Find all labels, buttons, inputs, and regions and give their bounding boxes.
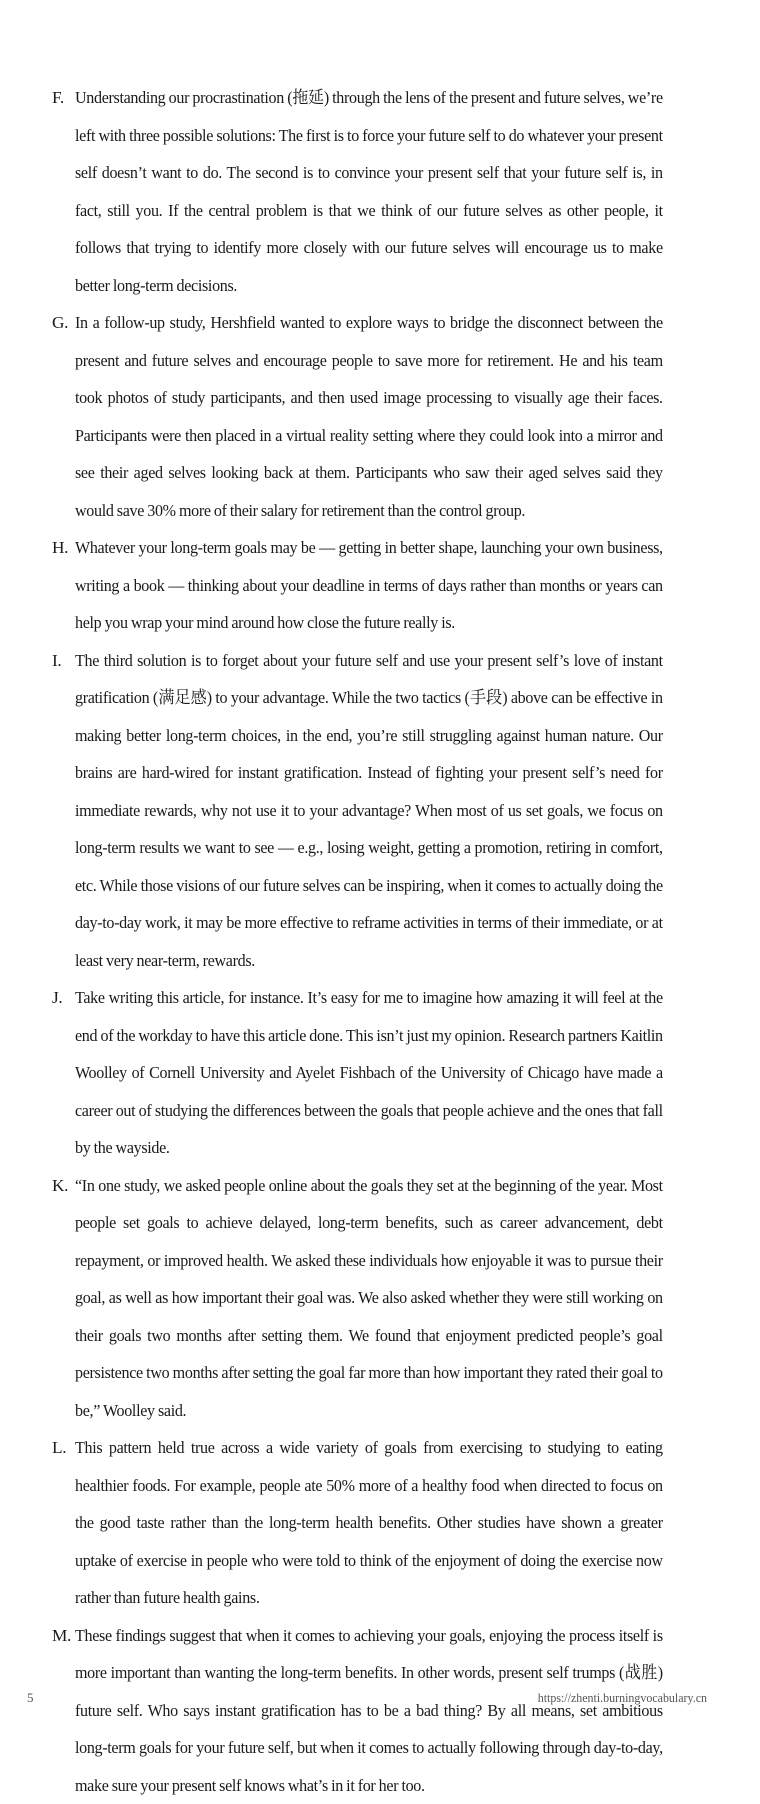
paragraph-j	[52, 979, 707, 1167]
paragraph-label: H.	[52, 529, 75, 567]
paragraph-text: The third solution is to forget about your future self and use your present self’s love of instant gratification (满足感) to your advantage. While the two tactics (手段) above can be effective in making better long-term choices, in the end, you’re still struggling against human nature. Our brains are hard-wired for instant gratification. Instead of fighting your present self’s need for immediate rewards, why not use it to your advantage? When most of us set goals, we focus on long-term results we want to see — e.g., losing weight, getting a promotion, retiring in comfort, etc. While those visions of our future selves can be inspiring, when it comes to actually doing the day-to-day work, it may be more effective to reframe activities in terms of their immediate, or at least very near-term, rewards.	[75, 642, 663, 980]
paragraph-text: Take writing this article, for instance. It’s easy for me to imagine how amazing it will feel at the end of the workday to have this article done. This isn’t just my opinion. Research partners Kaitlin Woolley of Cornell University and Ayelet Fishbach of the University of Chicago have made a career out of studying the differences between the goals that people achieve and the ones that fall by the wayside.	[75, 979, 663, 1167]
paragraph-label: M.	[52, 1617, 75, 1655]
paragraph-i	[52, 642, 707, 980]
paragraph-label: L.	[52, 1429, 75, 1467]
paragraph-label: F.	[52, 79, 75, 117]
paragraph-k	[52, 1167, 707, 1430]
paragraph-label: J.	[52, 979, 75, 1017]
paragraph-l	[52, 1429, 707, 1617]
paragraph-text: “In one study, we asked people online about the goals they set at the beginning of the year. Most people set goals to achieve delayed, long-term benefits, such as career advancement, debt repayment, or improved health. We asked these individuals how enjoyable it was to pursue their goal, as well as how important their goal was. We also asked whether they were still working on their goals two months after setting them. We found that enjoyment predicted people’s goal persistence two months after setting the goal far more than how important they rated their goal to be,” Woolley said.	[75, 1167, 663, 1430]
paragraph-label: I.	[52, 642, 75, 680]
paragraph-h	[52, 529, 707, 642]
paragraph-label: K.	[52, 1167, 75, 1205]
paragraph-text: Whatever your long-term goals may be — getting in better shape, launching your own business, writing a book — thinking about your deadline in terms of days rather than months or years can help you wrap your mind around how close the future really is.	[75, 529, 663, 642]
paragraph-label: G.	[52, 304, 75, 342]
paragraph-text: In a follow-up study, Hershfield wanted to explore ways to bridge the disconnect between the present and future selves and encourage people to save more for retirement. He and his team took photos of study participants, and then used image processing to visually age their faces. Participants were then placed in a virtual reality setting where they could look into a mirror and see their aged selves looking back at them. Participants who saw their aged selves said they would save 30% more of their salary for retirement than the control group.	[75, 304, 663, 529]
paragraph-text: Understanding our procrastination (拖延) through the lens of the present and future selves, we’re left with three possible solutions: The first is to force your future self to do whatever your present self doesn’t want to do. The second is to convince your present self that your future self is, in fact, still you. If the central problem is that we think of our future selves as other people, it follows that trying to identify more closely with our future selves will encourage us to make better long-term decisions.	[75, 79, 663, 304]
page-number: 5	[27, 1690, 34, 1706]
paragraph-text: This pattern held true across a wide variety of goals from exercising to studying to eating healthier foods. For example, people ate 50% more of a healthy food when directed to focus on the good taste rather than the long-term health benefits. Other studies have shown a greater uptake of exercise in people who were told to think of the enjoyment of doing the exercise now rather than future health gains.	[75, 1429, 663, 1617]
paragraph-text: These findings suggest that when it comes to achieving your goals, enjoying the process itself is more important than wanting the long-term benefits. In other words, present self trumps (战胜) future self. Who says instant gratification has to be a bad thing? By all means, set ambitious long-term goals for your future self, but when it comes to actually following through day-to-day, make sure your present self knows what’s in it for her too.	[75, 1617, 663, 1804]
article-body	[52, 79, 707, 1804]
footer-url: https://zhenti.burningvocabulary.cn	[538, 1690, 707, 1706]
paragraph-m	[52, 1617, 707, 1804]
paragraph-g	[52, 304, 707, 529]
paragraph-f	[52, 79, 707, 304]
